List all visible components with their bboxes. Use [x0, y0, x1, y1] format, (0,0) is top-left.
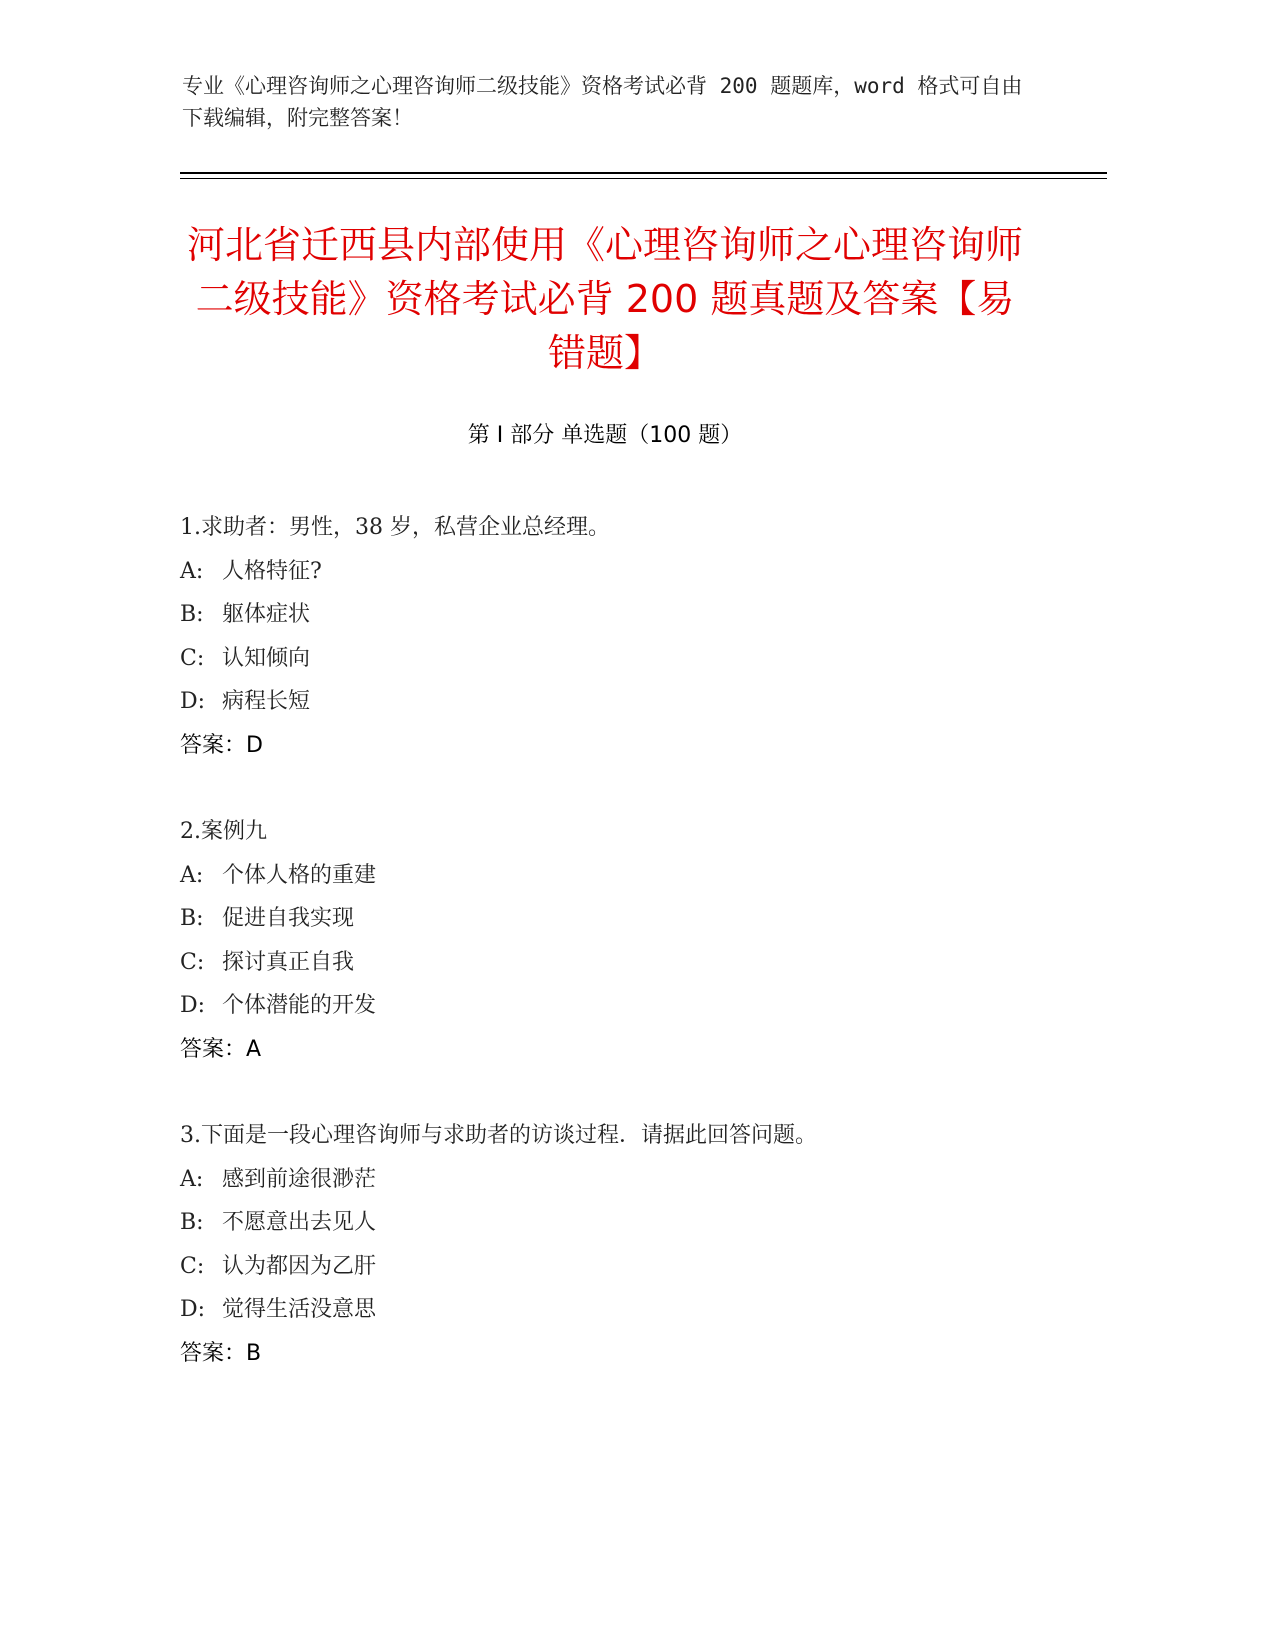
- answer-line: [180, 1028, 1060, 1072]
- option-text: 个体人格的重建: [222, 862, 377, 888]
- option-key: B:: [180, 906, 204, 931]
- option-text: 觉得生活没意思: [222, 1297, 377, 1322]
- question-stem: 3.下面是一段心理咨询师与求助者的访谈过程．请据此回答问题。: [180, 1123, 817, 1148]
- question-stem: 2.案例九: [180, 819, 267, 844]
- option-b: [180, 897, 1060, 941]
- answer-label: 答案：: [180, 1340, 247, 1366]
- option-text: 认为都因为乙肝: [222, 1253, 377, 1279]
- header-divider-thick: [180, 172, 1107, 174]
- option-key: D:: [180, 993, 206, 1018]
- option-d: [180, 1288, 1060, 1332]
- question-1: [180, 506, 1060, 767]
- answer-label: 答案：: [180, 1036, 247, 1062]
- answer-line: [180, 1332, 1060, 1376]
- option-b: [180, 1201, 1060, 1245]
- section-title: 第 I 部分 单选题（100 题）: [467, 423, 743, 448]
- header-divider-thin: [180, 178, 1107, 179]
- option-key: A:: [180, 862, 204, 888]
- option-a: [180, 550, 1060, 594]
- option-key: C:: [180, 949, 205, 975]
- option-c: [180, 941, 1060, 985]
- option-key: D:: [180, 1297, 206, 1322]
- option-c: [180, 637, 1060, 681]
- answer-value: D: [246, 732, 263, 758]
- option-key: C:: [180, 645, 205, 671]
- option-text: 认知倾向: [222, 645, 311, 671]
- option-key: A:: [180, 1166, 204, 1192]
- option-text: 感到前途很渺茫: [222, 1166, 377, 1192]
- option-text: 躯体症状: [222, 602, 311, 627]
- option-text: 病程长短: [222, 689, 311, 714]
- header-note: 专业《心理咨询师之心理咨询师二级技能》资格考试必背 200 题题库，word 格式可自由下载编辑，附完整答案！: [182, 74, 1023, 130]
- option-d: [180, 984, 1060, 1028]
- option-text: 个体潜能的开发: [222, 993, 377, 1018]
- document-title: 河北省迁西县内部使用《心理咨询师之心理咨询师二级技能》资格考试必背 200 题真题及答案【易错题】: [186, 223, 1023, 375]
- option-a: [180, 1158, 1060, 1202]
- option-key: C:: [180, 1253, 205, 1279]
- answer-label: 答案：: [180, 732, 247, 758]
- option-text: 探讨真正自我: [222, 949, 355, 975]
- option-key: B:: [180, 1210, 204, 1235]
- question-list: [180, 506, 1060, 1418]
- option-d: [180, 680, 1060, 724]
- option-key: D:: [180, 689, 206, 714]
- answer-line: [180, 724, 1060, 768]
- option-c: [180, 1245, 1060, 1289]
- option-text: 人格特征?: [222, 558, 322, 584]
- option-key: A:: [180, 558, 204, 584]
- answer-value: A: [246, 1036, 262, 1062]
- question-3: [180, 1114, 1060, 1375]
- option-text: 不愿意出去见人: [222, 1210, 377, 1235]
- option-key: B:: [180, 602, 204, 627]
- answer-value: B: [246, 1340, 262, 1366]
- question-2: [180, 810, 1060, 1071]
- option-a: [180, 854, 1060, 898]
- option-b: [180, 593, 1060, 637]
- question-stem: 1.求助者：男性，38 岁，私营企业总经理。: [180, 515, 610, 540]
- option-text: 促进自我实现: [222, 906, 355, 931]
